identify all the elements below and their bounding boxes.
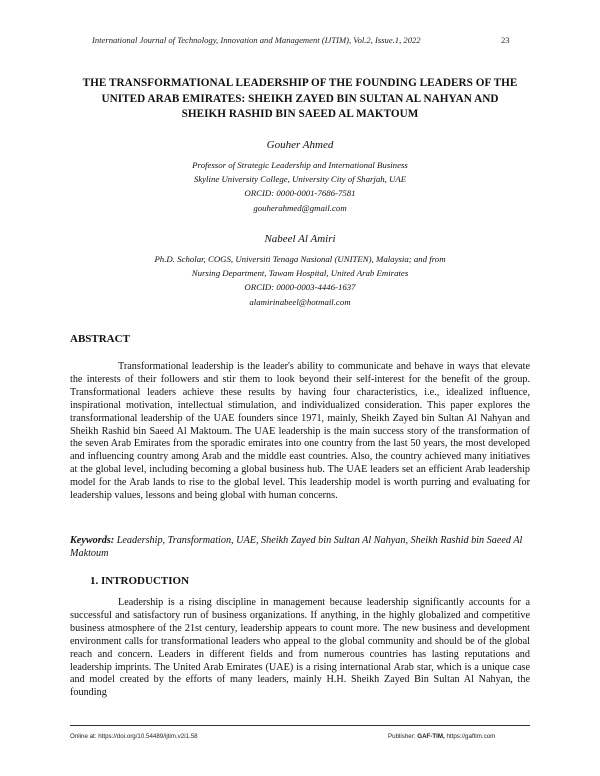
- abstract-text: Transformational leadership is the leader's ability to communicate and behave in ways that elevate the interests of their followers and stir them to look beyond their self-interest for the benefit of the group. Transformational leaders achieve these results by having four characteristics, i.e., idealized influence, inspirational motivation, intellectual stimulation, and individualized consideration. This paper explores the transformational leadership of the UAE founders since 1971, mainly, Sheikh Zayed bin Sultan Al Nahyan and Sheikh Rashid bin Saeed Al Maktoum. The UAE leadership is the main success story of the transformation of the seven Arab Emirates from the sporadic emirates into one country from the last 50 years, the most developed and influencing country among Arab and the middle east countries. Also, the country achieved many initiatives at the global level, including becoming a global business hub. The UAE leaders set an efficient Arab leadership model for the Arab lands to rise to the global level. This leadership model is worth purring and evaluating for leadership values, lessons and being global with human concerns.: [70, 361, 530, 502]
- title-line: SHEIKH RASHID BIN SAEED AL MAKTOUM: [181, 108, 419, 120]
- page-number: 23: [501, 35, 510, 45]
- abstract-heading: ABSTRACT: [70, 333, 130, 345]
- author-affiliation: Nursing Department, Tawam Hospital, United Arab Emirates: [191, 268, 409, 279]
- introduction-text: Leadership is a rising discipline in management because leadership significantly accounts for a successful and satisfactory run of business organizations. If anything, in the highly globalized and competitive business atmosphere of the 21st century, leadership appears to count more. The new business and development environment calls for transformational leaders who appeal to the global community and should be of the global reach and concern. Leaders in different fields and from numerous countries has lasting reputations and leadership imprints. The United Arab Emirates (UAE) is a rising international Arab star, which is a unique case and model created by the efforts of many leaders, mainly H.H. Sheikh Zayed Bin Sultan Al Nahyan, the founding: [70, 597, 530, 699]
- author-affiliation: Skyline University College, University City of Sharjah, UAE: [193, 174, 407, 185]
- title-line: UNITED ARAB EMIRATES: SHEIKH ZAYED BIN SULTAN AL NAHYAN AND: [101, 92, 499, 105]
- footer-doi: Online at: https://doi.org/10.54489/ijtim.v2i1.58: [70, 733, 198, 740]
- keywords-text: Leadership, Transformation, UAE, Sheikh Zayed bin Sultan Al Nahyan, Sheikh Rashid bin Saeed Al Maktoum: [70, 535, 523, 559]
- publisher-label: Publisher:: [388, 733, 416, 740]
- author-orcid: ORCID: 0000-0003-4446-1637: [244, 282, 356, 293]
- publisher-name: GAF-TIM,: [417, 733, 445, 740]
- keywords-label: Keywords:: [70, 535, 115, 546]
- author-name: Gouher Ahmed: [266, 139, 334, 151]
- footer-publisher: [388, 733, 495, 740]
- author-position: Professor of Strategic Leadership and International Business: [192, 160, 408, 170]
- author-email: alamirinabeel@hotmail.com: [249, 296, 351, 307]
- paper-title: [66, 76, 534, 123]
- author-position: Ph.D. Scholar, COGS, Universiti Tenaga Nasional (UNITEN), Malaysia; and from: [154, 254, 446, 264]
- publisher-url: https://gaftim.com: [446, 733, 496, 740]
- footer-divider: [70, 725, 530, 726]
- author-block-2: [66, 232, 534, 309]
- author-block-1: [66, 138, 534, 215]
- author-email: gouherahmed@gmail.com: [253, 202, 347, 213]
- author-orcid: ORCID: 0000-0001-7686-7581: [244, 188, 356, 199]
- title-line: THE TRANSFORMATIONAL LEADERSHIP OF THE FOUNDING LEADERS OF THE: [82, 77, 518, 89]
- author-name: Nabeel Al Amiri: [264, 233, 336, 245]
- running-head: International Journal of Technology, Innovation and Management (IJTIM), Vol.2, Issue.1, 2022: [92, 35, 421, 45]
- introduction-heading: 1. INTRODUCTION: [90, 575, 190, 587]
- keywords: [70, 535, 530, 561]
